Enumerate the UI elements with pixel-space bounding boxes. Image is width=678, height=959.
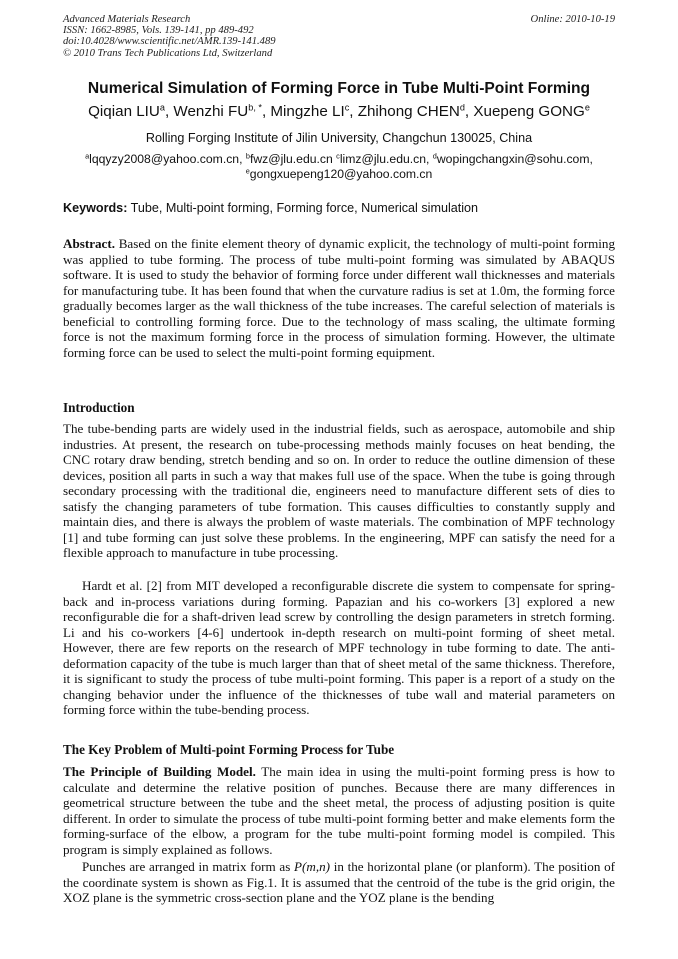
email-link[interactable]: $^c$limz@jlu.edu.cn, [336, 151, 430, 166]
email-link[interactable]: $^b$fwz@jlu.edu.cn [245, 151, 333, 166]
keywords [63, 201, 615, 215]
key-problem-paragraph-1: The Principle of Building Model. The main idea in using the multi-point forming press is how to calculate and determine the relative position of punches. Because there are many differences in geometrical structure between the tube and the sheet metal, the process of adjusting position is quite different. In order to simulate the process of tube multi-point forming better and make elements form the forming-surface of the elbow, a program for the tube multi-point forming model is compiled. This program is simply explained as follows. [63, 764, 615, 857]
math-expression: P(m,n) [294, 859, 331, 874]
email-link[interactable]: $^d$wopingchangxin@sohu.com, [432, 151, 593, 166]
key-problem-paragraph-2: Punches are arranged in matrix form as P(m,n) in the horizontal plane (or planform). The position of the coordinate system is shown as Fig.1. It is assumed that the centroid of the tube is the grid origin, the XOZ plane is the symmetric cross-section plane and the YOZ plane is the bending [63, 859, 616, 906]
email-link[interactable]: $^a$lqqyzy2008@yahoo.com.cn, [85, 151, 243, 166]
subsection-label: The Principle of Building Model. [63, 764, 256, 779]
author-list [0, 103, 678, 120]
section-heading-introduction: Introduction [63, 400, 135, 415]
section-heading-key-problem: The Key Problem of Multi-point Forming Process for Tube [63, 742, 395, 757]
journal-name: Advanced Materials Research [63, 14, 191, 25]
author: Wenzhi $FU^{b, *}$, [173, 102, 271, 120]
abstract [63, 236, 615, 360]
paper-title: Numerical Simulation of Forming Force in Tube Multi-Point Forming [87, 80, 591, 97]
online-date: Online: 2010-10-19 [530, 14, 615, 25]
author: Qiqian LIU$^a$, [88, 102, 174, 120]
abstract-text: Based on the finite element theory of dynamic explicit, the technology of multi-point forming was applied to tube forming. The process of tube multi-point forming was simulated by ABAQUS software. It is used to study the behavior of forming force under different wall thicknesses and materials for manufacturing tube. It has been found that when the curvature radius is set at 1.0m, the forming force gradually becomes larger as the wall thickness of the tube increases. The careful selection of materials is beneficial to controlling forming force. Due to the technology of mass scaling, the ultimate forming force is not the maximum forming force in the process of simulation forming. However, the ultimate forming force can be used to select the multi-point forming equipment. [63, 236, 615, 360]
doi-line: doi:10.4028/www.scientific.net/AMR.139-141.489 [63, 36, 276, 48]
intro-paragraph-1: The tube-bending parts are widely used in the industrial fields, such as aerospace, automobile and ship industries. At present, the research on tube-processing methods mainly focuses on heat bending, the CNC rotary draw bending, stretch bending and so on. In order to reduce the outline dimension of these devices, position all parts in such a way that makes full use of the space. When the tube is going through secondary processing with the traditional die, engineers need to manufacture different sets of dies to satisfy the changing parameters of tube formation. This causes difficulties to constantly supply and maintain dies, and there is always the problem of waste materials. The combination of MPF technology [1] and tube forming can just solve these problems. In the engineering, MPF can satisfy the need for a flexible approach to manufacture in tube processing. [63, 421, 615, 561]
issn-line: ISSN: 1662-8985, Vols. 139-141, pp 489-492 [63, 25, 254, 37]
keywords-label: Keywords: [63, 201, 128, 215]
author: Xuepeng GONG$^e$ [473, 102, 590, 120]
abstract-label: Abstract. [63, 236, 115, 251]
intro-paragraph-2: Hardt et al. [2] from MIT developed a reconfigurable discrete die system to compensate for spring-back and in-process variations during forming. Papazian and his co-workers [3] explored a new reconfigurable die for a shaft-driven lead screw by controlling the design parameters in stretch forming. Li and his co-workers [4-6] undertook in-depth research on multi-point forming of sheet metal. However, there are few reports on the research of MPF technology in tube forming to date. The anti-deformation capacity of the tube is much larger than that of sheet metal of the same thickness. Therefore, it is significant to study the process of tube multi-point forming. This paper is a report of a study on the changing behavior under the influence of the thicknesses of tube wall and material parameters on forming force within the tube-bending process. [63, 578, 615, 718]
email-link[interactable]: $^e$gongxuepeng120@yahoo.com.cn [245, 166, 433, 181]
copyright-line: © 2010 Trans Tech Publications Ltd, Switzerland [63, 47, 273, 59]
affiliation: Rolling Forging Institute of Jilin University, Changchun 130025, China [145, 131, 533, 145]
author: Zhihong CHEN$^d$, [357, 102, 474, 120]
keywords-text: Tube, Multi-point forming, Forming force, Numerical simulation [130, 201, 479, 215]
author: Mingzhe $LI^c$, [270, 102, 358, 120]
journal-header [63, 14, 615, 59]
email-list [0, 152, 678, 182]
